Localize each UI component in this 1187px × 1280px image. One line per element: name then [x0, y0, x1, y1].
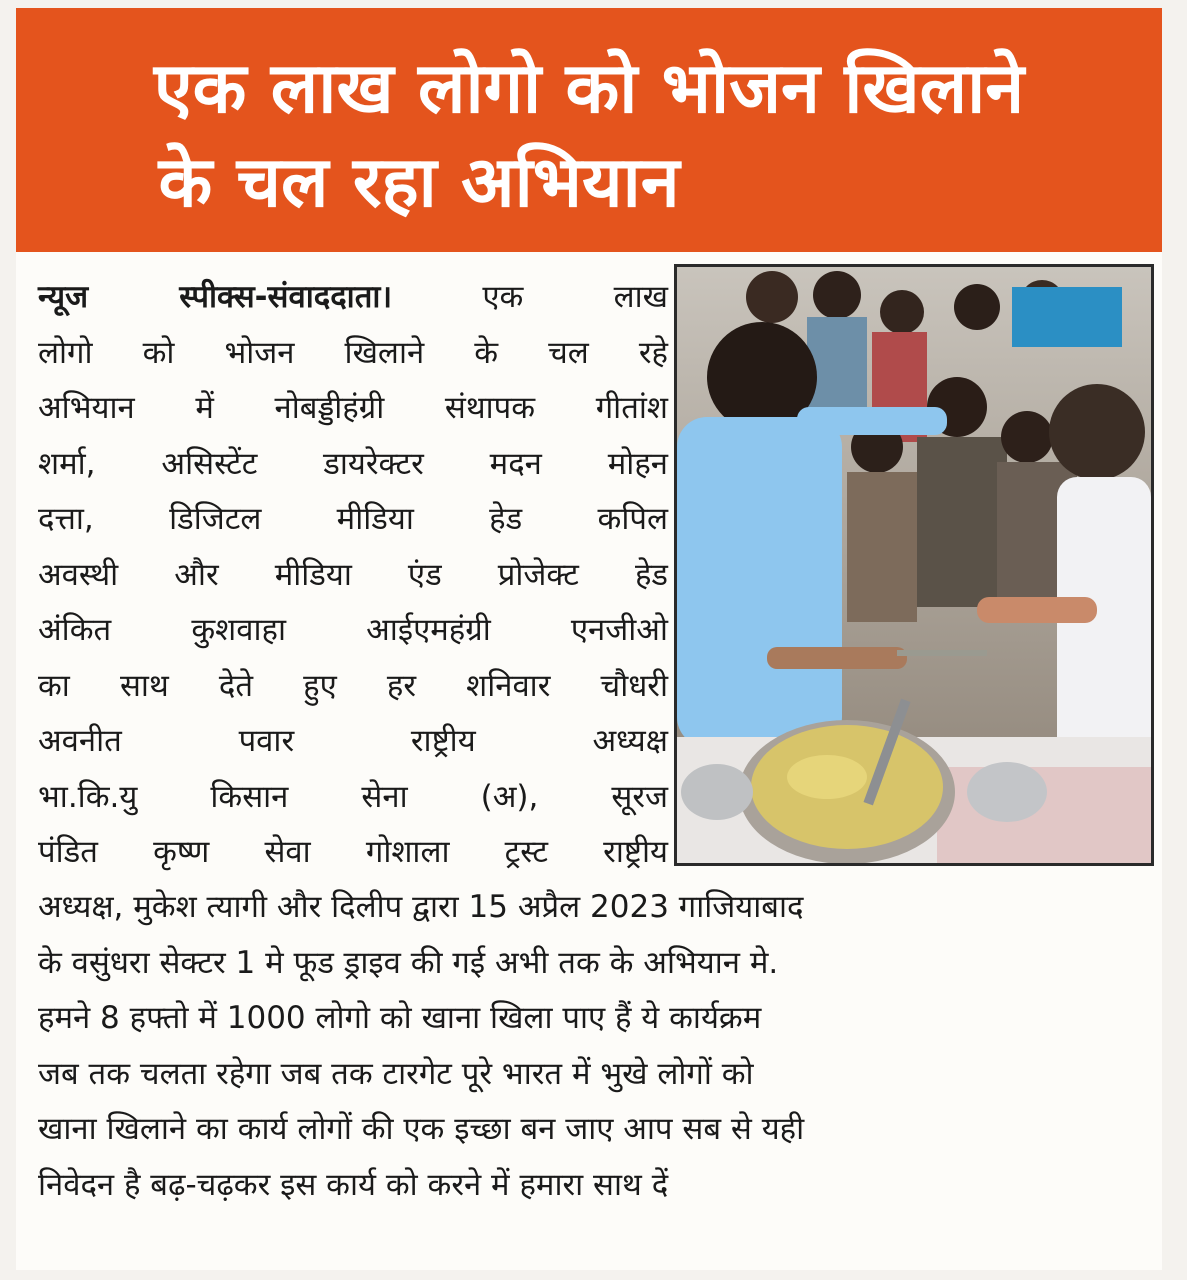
article-line: अंकित कुशवाहा आईएमहंग्री एनजीओ	[38, 612, 668, 648]
article-line-text: एक लाख	[482, 279, 668, 315]
article-line: दत्ता, डिजिटल मीडिया हेड कपिल	[38, 501, 668, 537]
article-line: के वसुंधरा सेक्टर 1 मे फूड ड्राइव की गई अभी तक के अभियान मे.	[38, 944, 779, 981]
article-line: अवस्थी और मीडिया एंड प्रोजेक्ट हेड	[38, 556, 668, 593]
article-line	[38, 270, 668, 326]
food-drive-photo	[677, 267, 1151, 863]
headline-line-1: एक लाख लोगो को भोजन खिलाने	[153, 47, 1025, 129]
article-column-narrow	[38, 270, 668, 881]
byline: न्यूज स्पीक्स-संवाददाता।	[38, 279, 393, 315]
article-line: लोगो को भोजन खिलाने के चल रहे	[38, 334, 668, 371]
article-line: पंडित कृष्ण सेवा गोशाला ट्रस्ट राष्ट्रीय	[38, 834, 668, 870]
article-line: शर्मा, असिस्टेंट डायरेक्टर मदन मोहन	[38, 445, 668, 482]
news-photo	[674, 264, 1154, 866]
news-clipping	[16, 8, 1162, 1270]
article-line: जब तक चलता रहेगा जब तक टारगेट पूरे भारत में भुखे लोगों को	[38, 1055, 754, 1092]
article-line: भा.कि.यु किसान सेना (अ), सूरज	[38, 778, 668, 815]
article-line: का साथ देते हुए हर शनिवार चौधरी	[38, 667, 668, 704]
article-line: अवनीत पवार राष्ट्रीय अध्यक्ष	[38, 723, 668, 759]
headline-banner	[16, 8, 1162, 252]
article-line: अभियान में नोबड्डीहंग्री संथापक गीतांश	[38, 390, 668, 426]
article-column-wide	[38, 880, 1158, 1213]
article-line: अध्यक्ष, मुकेश त्यागी और दिलीप द्वारा 15 अप्रैल 2023 गाजियाबाद	[38, 889, 804, 925]
headline-line-2: के चल रहा अभियान	[158, 141, 680, 223]
article-line: खाना खिलाने का कार्य लोगों की एक इच्छा बन जाए आप सब से यही	[38, 1111, 805, 1147]
article-line: निवेदन है बढ़-चढ़कर इस कार्य को करने में हमारा साथ दें	[38, 1166, 669, 1203]
article-line: हमने 8 हफ्तो में 1000 लोगो को खाना खिला पाए हैं ये कार्यक्रम	[38, 1000, 762, 1036]
